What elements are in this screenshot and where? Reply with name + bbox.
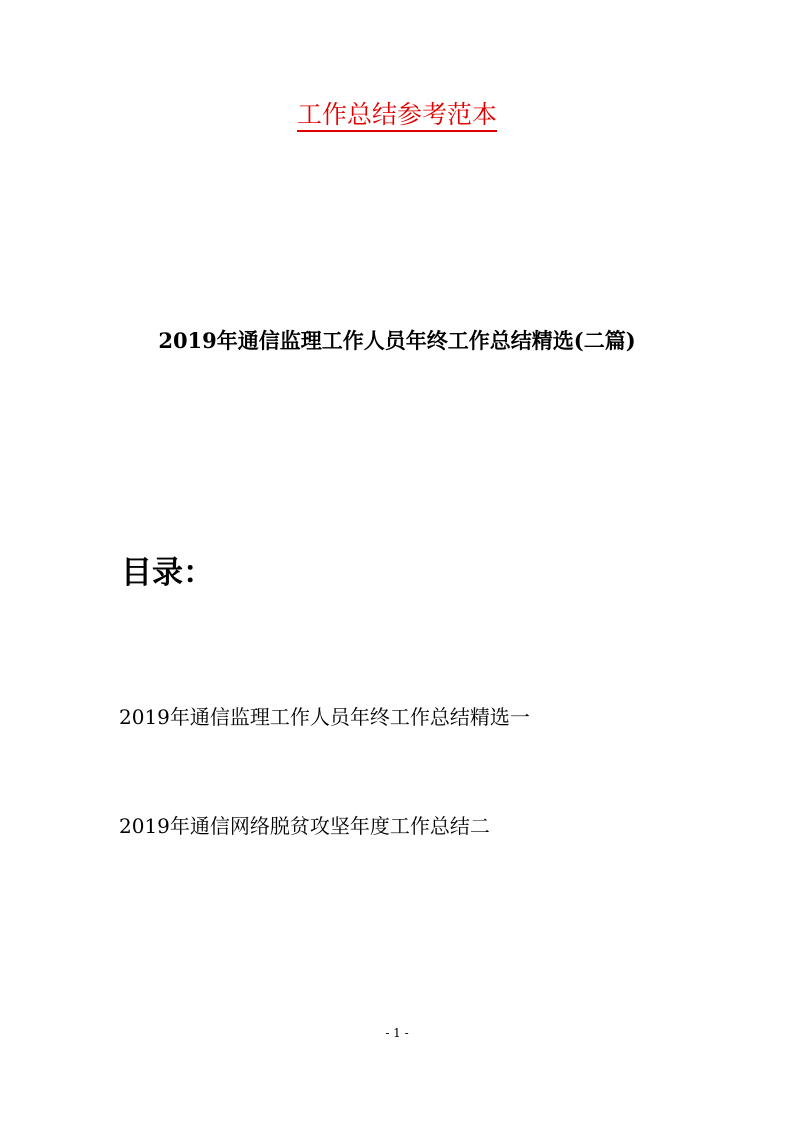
document-title: 2019年通信监理工作人员年终工作总结精选(二篇) [158,328,636,353]
header-title [0,98,794,132]
header-title-text: 工作总结参考范本 [297,100,497,132]
toc-heading: 目录： [121,555,214,591]
toc-item-1[interactable]: 2019年通信监理工作人员年终工作总结精选一 [119,705,530,729]
toc-item-2[interactable]: 2019年通信网络脱贫攻坚年度工作总结二 [119,814,490,838]
page-number: - 1 - [385,1026,409,1040]
